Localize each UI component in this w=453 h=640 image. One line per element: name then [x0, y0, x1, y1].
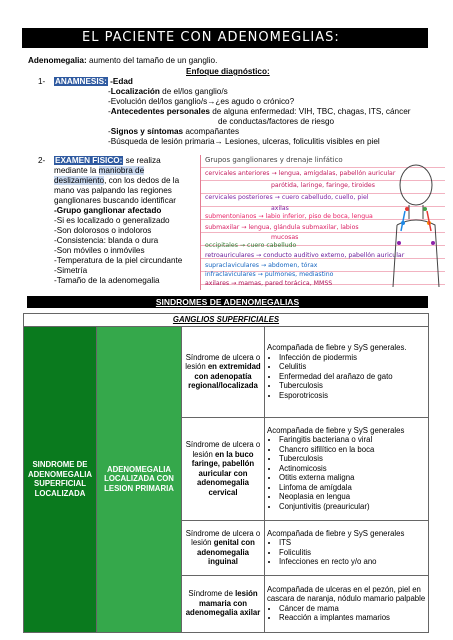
col-sindrome-localizada: SINDROME DE ADENOMEGALIA SUPERFICIAL LOCALIZADA [24, 326, 97, 632]
examen-line: -Son móviles o inmóviles [54, 246, 145, 255]
anamnesis-line: -Localización de el/los ganglio/s [108, 87, 228, 96]
list-item: • Actinomicosis [279, 464, 426, 474]
sindromes-table [23, 313, 429, 633]
list-item: • Cáncer de mama [279, 604, 426, 614]
enfoque-heading: Enfoque diagnóstico: [186, 67, 270, 76]
details-intro: Acompañada de fiebre y SyS generales [267, 528, 405, 538]
anamnesis-line: -Antecedentes personales de alguna enfermedad: VIH, TBC, chagas, ITS, cáncer [108, 107, 411, 116]
list-item: • Infecciones en recto y/o ano [279, 557, 426, 567]
details-cell [265, 520, 429, 575]
details-cell [265, 326, 429, 417]
examen-line: -Son dolorosos o indoloros [54, 226, 152, 235]
note-item: submentonianos → labio inferior, piso de boca, lengua [205, 213, 373, 220]
intro-term: Adenomegalia: [28, 56, 87, 65]
note-item: cervicales anteriores → lengua, amígdalas, pabellón auricular [205, 170, 396, 177]
examen-line: -Simetría [54, 266, 88, 275]
anamnesis-label: ANAMNESIS: [55, 77, 107, 86]
examen-line: se realiza [125, 156, 161, 165]
note-item: occipitales → cuero cabelludo [205, 242, 297, 249]
examen-line: -Consistencia: blanda o dura [54, 236, 159, 245]
details-list [267, 353, 426, 401]
examen-line: -Tamaño de la adenomegalia [54, 276, 160, 285]
handwritten-notes [200, 155, 445, 290]
anamnesis-line: -Evolución del/los ganglio/s→¿es agudo o crónico? [108, 97, 295, 106]
examen-line: ganglionares buscando identificar [54, 196, 176, 205]
table-row [24, 326, 429, 417]
note-item: infraclaviculares → pulmones, mediastino [205, 271, 334, 278]
list-item: • Foliculitis [279, 548, 426, 558]
examen-line: -Si es localizado o generalizado [54, 216, 170, 225]
details-list [267, 604, 426, 623]
anamnesis-list [108, 87, 443, 147]
anamnesis-line: -Signos y síntomas acompañantes [108, 127, 240, 136]
list-item: • Enfermedad del arañazo de gato [279, 372, 426, 382]
examen-line: deslizamiento, con los dedos de la [54, 176, 180, 185]
details-intro: Acompañada de fiebre y SyS generales [267, 425, 405, 435]
col-lesion-primaria: ADENOMEGALIA LOCALIZADA CON LESION PRIMARIA [97, 326, 182, 632]
list-item: • Faringitis bacteriana o viral [279, 435, 426, 445]
notes-heading: Grupos ganglionares y drenaje linfático [205, 156, 343, 164]
examen-line: mediante la maniobra de [54, 166, 145, 175]
list-item: • Linfoma de amígdala [279, 483, 426, 493]
list-item: • ITS [279, 538, 426, 548]
syndrome-cell: Síndrome de ulcera o lesión en extremidad con adenopatía regional/localizada [182, 326, 265, 417]
enfoque-text: Enfoque diagnóstico [186, 67, 267, 76]
list-item: • Infección de piodermis [279, 353, 426, 363]
details-intro: Acompañada de fiebre y SyS generales. [267, 343, 407, 352]
list-item: • Chancro sifilítico en la boca [279, 445, 426, 455]
note-item: cervicales posteriores → cuero cabelludo, cuello, piel [205, 194, 369, 201]
syndrome-cell: Síndrome de ulcera o lesión en la buco faringe, pabellón auricular con adenomegalia cervical [182, 417, 265, 520]
note-item: supraclaviculares → abdomen, tórax [205, 262, 318, 269]
note-item: parótida, laringe, faringe, tiroides [271, 182, 375, 189]
note-item: submaxilar → lengua, glándula submaxilar, labios [205, 224, 359, 231]
details-cell [265, 575, 429, 632]
table-header: GANGLIOS SUPERFICIALES [24, 314, 429, 327]
details-list [267, 435, 426, 511]
examen-num: 2- [38, 156, 46, 165]
anamnesis-line: de conductas/factores de riesgo [218, 117, 335, 126]
body-sketch-icon [387, 161, 445, 287]
examen-block [54, 156, 200, 286]
syndrome-cell: Síndrome de lesión mamaria con adenomegalia axilar [182, 575, 265, 632]
note-item: axilas [271, 205, 289, 212]
note-item: axilares → mamas, pared torácica, MMSS [205, 280, 333, 287]
page-title: EL PACIENTE CON ADENOMEGLIAS: [22, 28, 428, 48]
intro-text: aumento del tamaño de un ganglio. [86, 56, 218, 65]
sindromes-header: SINDROMES DE ADENOMEGALIAS [27, 296, 428, 308]
details-cell [265, 417, 429, 520]
list-item: • Tuberculosis [279, 454, 426, 464]
list-item: • Neoplasia en lengua [279, 492, 426, 502]
syndrome-cell: Síndrome de ulcera o lesión genital con adenomegalia inguinal [182, 520, 265, 575]
list-item: • Reacción a implantes mamarios [279, 613, 426, 623]
list-item: • Conjuntivitis (preauricular) [279, 502, 426, 512]
list-item: • Esporotricosis [279, 391, 426, 401]
note-item: mucosas [271, 234, 299, 241]
examen-line: mano vas palpando las regiones [54, 186, 172, 195]
anamnesis-heading: ANAMNESIS: -Edad [55, 77, 133, 86]
anamnesis-num: 1- [38, 77, 46, 86]
anamnesis-line: -Búsqueda de lesión primaria→ Lesiones, ulceras, foliculitis visibles en piel [108, 137, 380, 146]
intro-line [28, 56, 217, 66]
list-item: • Tuberculosis [279, 381, 426, 391]
examen-line: -Grupo ganglionar afectado [54, 206, 162, 215]
anamnesis-first: Edad [112, 77, 133, 86]
details-intro: Acompañada de ulceras en el pezón, piel en cascara de naranja, nódulo mamario palpable [267, 584, 426, 603]
details-list [267, 538, 426, 567]
note-item: retroauriculares → conducto auditivo externo, pabellón auricular [205, 252, 405, 259]
examen-label: EXAMEN FISICO: [55, 156, 123, 165]
list-item: • Otitis externa maligna [279, 473, 426, 483]
list-item: • Celulitis [279, 362, 426, 372]
examen-line: -Temperatura de la piel circundante [54, 256, 183, 265]
